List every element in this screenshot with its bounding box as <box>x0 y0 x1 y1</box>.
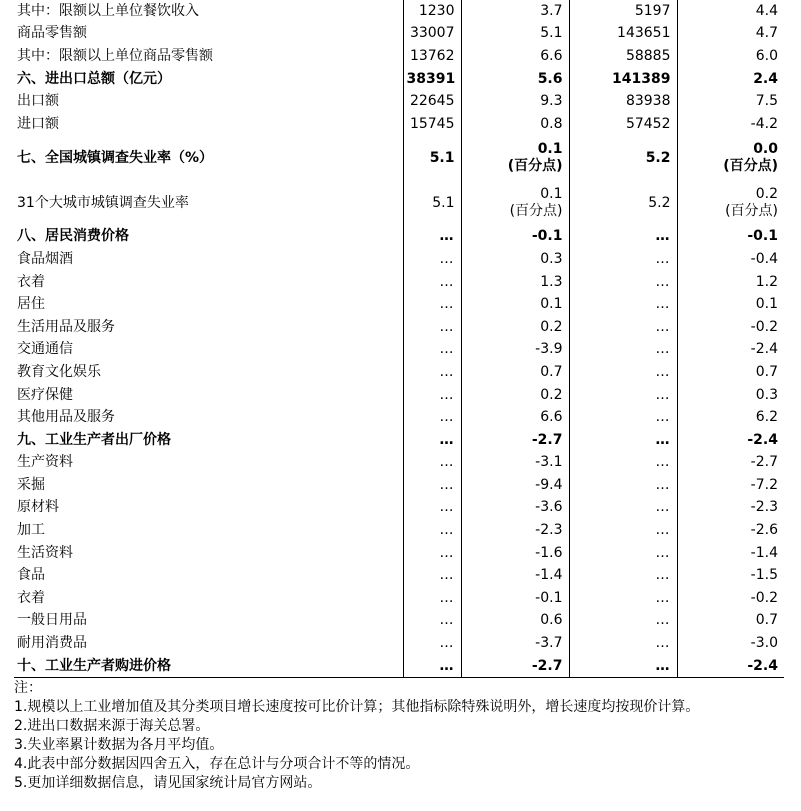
cell-v4 <box>677 248 784 271</box>
cell-value: … <box>439 476 455 493</box>
cell-value: 1.2 <box>755 273 778 290</box>
cell-v2 <box>461 0 569 23</box>
cell-v1 <box>403 90 461 113</box>
table-row <box>14 316 784 339</box>
row-label: 其他用品及服务 <box>14 406 403 429</box>
cell-value: 6.6 <box>540 409 563 426</box>
cell-value: 143651 <box>617 25 671 42</box>
row-label: 居住 <box>14 293 403 316</box>
cell-value: 5.6 <box>537 70 563 87</box>
cell-value: … <box>655 431 671 448</box>
cell-value: … <box>439 409 455 426</box>
cell-v3 <box>569 271 677 294</box>
row-label: 九、工业生产者出厂价格 <box>14 429 403 452</box>
cell-value: … <box>655 363 671 380</box>
cell-value: -2.7 <box>531 657 563 674</box>
row-label: 医疗保健 <box>14 384 403 407</box>
cell-value: … <box>655 318 671 335</box>
cell-v3 <box>569 248 677 271</box>
cell-v4 <box>677 113 784 136</box>
cell-v4 <box>677 0 784 23</box>
cell-value: 0.1 <box>537 141 563 158</box>
table-row <box>14 136 784 181</box>
cell-v1 <box>403 384 461 407</box>
cell-v3 <box>569 474 677 497</box>
cell-v3 <box>569 564 677 587</box>
table-row <box>14 406 784 429</box>
cell-v3 <box>569 542 677 565</box>
table-row <box>14 248 784 271</box>
cell-v3 <box>569 452 677 475</box>
cell-value: 0.2 <box>755 186 778 203</box>
cell-value: … <box>439 589 455 606</box>
cell-value: 5.2 <box>648 194 671 211</box>
cell-v1 <box>403 519 461 542</box>
cell-value: -0.4 <box>750 250 778 267</box>
cell-v4 <box>677 406 784 429</box>
cell-value: … <box>439 499 455 516</box>
table-row <box>14 361 784 384</box>
note-item: 1.规模以上工业增加值及其分类项目增长速度按可比价计算；其他指标除特殊说明外，增长速度均按现价计算。 <box>14 699 700 715</box>
cell-v4 <box>677 497 784 520</box>
row-label: 六、进出口总额（亿元） <box>14 68 403 91</box>
row-label: 衣着 <box>14 271 403 294</box>
cell-value: 33007 <box>409 25 455 42</box>
cell-v2 <box>461 406 569 429</box>
cell-v2 <box>461 587 569 610</box>
cell-value: … <box>655 476 671 493</box>
cell-unit-note: (百分点) <box>723 158 778 175</box>
cell-value: -4.2 <box>750 115 778 132</box>
row-label: 其中：限额以上单位商品零售额 <box>14 45 403 68</box>
table-row <box>14 587 784 610</box>
cell-v3 <box>569 519 677 542</box>
cell-value: … <box>439 544 455 561</box>
cell-value: 0.1 <box>540 186 563 203</box>
cell-v4 <box>677 136 784 181</box>
cell-value: 15745 <box>409 115 455 132</box>
cell-value: 5.1 <box>432 194 455 211</box>
cell-v1 <box>403 474 461 497</box>
cell-v4 <box>677 452 784 475</box>
cell-unit-note: (百分点) <box>507 158 563 175</box>
cell-value: -2.4 <box>747 431 778 448</box>
cell-value: 4.7 <box>755 25 778 42</box>
cell-v2 <box>461 248 569 271</box>
cell-value: … <box>439 454 455 471</box>
table-row <box>14 90 784 113</box>
cell-value: … <box>655 544 671 561</box>
cell-value: … <box>439 341 455 358</box>
cell-v3 <box>569 497 677 520</box>
cell-value: … <box>439 318 455 335</box>
table-row <box>14 497 784 520</box>
cell-v1 <box>403 113 461 136</box>
cell-unit-note: (百分点) <box>725 203 778 220</box>
cell-v3 <box>569 632 677 655</box>
cell-v2 <box>461 68 569 91</box>
cell-v4 <box>677 68 784 91</box>
cell-value: … <box>655 657 671 674</box>
cell-value: … <box>655 250 671 267</box>
table-row <box>14 339 784 362</box>
cell-v1 <box>403 406 461 429</box>
cell-v2 <box>461 316 569 339</box>
cell-value: … <box>439 635 455 652</box>
row-label: 耐用消费品 <box>14 632 403 655</box>
cell-value: 0.7 <box>540 363 563 380</box>
cell-value: 5197 <box>634 2 671 19</box>
cell-value: … <box>439 567 455 584</box>
cell-value: … <box>655 635 671 652</box>
note-item: 2.进出口数据来源于海关总署。 <box>14 718 210 734</box>
cell-value: 1230 <box>418 2 455 19</box>
cell-value: -1.5 <box>750 567 778 584</box>
cell-value: … <box>655 612 671 629</box>
cell-value: -0.2 <box>750 318 778 335</box>
cell-value: 0.8 <box>540 115 563 132</box>
cell-value: 0.0 <box>753 141 778 158</box>
note-item: 3.失业率累计数据为各月平均值。 <box>14 737 224 753</box>
cell-v4 <box>677 271 784 294</box>
cell-value: 0.7 <box>755 363 778 380</box>
cell-value: 6.6 <box>540 47 563 64</box>
cell-v2 <box>461 542 569 565</box>
cell-value: … <box>439 296 455 313</box>
cell-value: -1.4 <box>535 567 563 584</box>
cell-v1 <box>403 23 461 46</box>
cell-value: … <box>655 522 671 539</box>
cell-v2 <box>461 226 569 249</box>
cell-v4 <box>677 474 784 497</box>
cell-v3 <box>569 68 677 91</box>
cell-v2 <box>461 181 569 226</box>
cell-v2 <box>461 632 569 655</box>
cell-v2 <box>461 271 569 294</box>
cell-v1 <box>403 452 461 475</box>
cell-v4 <box>677 361 784 384</box>
cell-value: -0.2 <box>750 589 778 606</box>
cell-value: -2.3 <box>750 499 778 516</box>
notes-heading: 注： <box>14 680 42 696</box>
cell-v3 <box>569 293 677 316</box>
cell-v2 <box>461 519 569 542</box>
cell-value: … <box>439 228 455 245</box>
cell-v2 <box>461 564 569 587</box>
cell-value: -2.4 <box>747 657 778 674</box>
cell-value: … <box>439 431 455 448</box>
row-label: 八、居民消费价格 <box>14 226 403 249</box>
row-label: 其中：限额以上单位餐饮收入 <box>14 0 403 23</box>
cell-v4 <box>677 655 784 678</box>
cell-v2 <box>461 293 569 316</box>
cell-v3 <box>569 0 677 23</box>
cell-v3 <box>569 45 677 68</box>
cell-v1 <box>403 136 461 181</box>
table-row <box>14 271 784 294</box>
cell-value: 0.3 <box>755 386 778 403</box>
cell-v1 <box>403 655 461 678</box>
table-row <box>14 113 784 136</box>
table-row <box>14 384 784 407</box>
cell-unit-note: (百分点) <box>509 203 563 220</box>
cell-v3 <box>569 361 677 384</box>
cell-value: … <box>439 612 455 629</box>
cell-v2 <box>461 23 569 46</box>
cell-v3 <box>569 384 677 407</box>
cell-value: 83938 <box>625 93 671 110</box>
cell-v3 <box>569 23 677 46</box>
cell-v1 <box>403 293 461 316</box>
cell-value: 0.6 <box>540 612 563 629</box>
cell-value: -3.0 <box>750 635 778 652</box>
cell-value: … <box>439 522 455 539</box>
cell-v2 <box>461 384 569 407</box>
row-label: 采掘 <box>14 474 403 497</box>
cell-value: -0.1 <box>535 589 563 606</box>
table-row <box>14 452 784 475</box>
cell-value: … <box>439 273 455 290</box>
cell-v2 <box>461 90 569 113</box>
cell-v4 <box>677 384 784 407</box>
cell-v1 <box>403 429 461 452</box>
table-row <box>14 519 784 542</box>
row-label: 生活资料 <box>14 542 403 565</box>
statistics-table <box>14 0 784 678</box>
cell-value: … <box>655 409 671 426</box>
table-row <box>14 226 784 249</box>
cell-value: -2.3 <box>535 522 563 539</box>
cell-value: … <box>439 363 455 380</box>
cell-v1 <box>403 339 461 362</box>
cell-v1 <box>403 610 461 633</box>
cell-v3 <box>569 655 677 678</box>
cell-v3 <box>569 429 677 452</box>
cell-v4 <box>677 293 784 316</box>
cell-value: 9.3 <box>540 93 563 110</box>
cell-v1 <box>403 271 461 294</box>
cell-v1 <box>403 0 461 23</box>
cell-v1 <box>403 361 461 384</box>
table-row <box>14 542 784 565</box>
cell-value: … <box>655 341 671 358</box>
cell-value: -3.7 <box>535 635 563 652</box>
cell-v3 <box>569 406 677 429</box>
cell-v4 <box>677 226 784 249</box>
cell-value: 4.4 <box>755 2 778 19</box>
cell-v1 <box>403 587 461 610</box>
cell-value: -3.6 <box>535 499 563 516</box>
row-label: 进口额 <box>14 113 403 136</box>
cell-value: 58885 <box>625 47 671 64</box>
cell-value: -2.7 <box>531 431 563 448</box>
cell-value: 0.3 <box>540 250 563 267</box>
cell-value: … <box>655 589 671 606</box>
cell-value: 7.5 <box>755 93 778 110</box>
table-row <box>14 23 784 46</box>
cell-v3 <box>569 113 677 136</box>
row-label: 交通通信 <box>14 339 403 362</box>
row-label: 生活用品及服务 <box>14 316 403 339</box>
cell-value: 5.1 <box>429 149 455 166</box>
cell-value: 1.3 <box>540 273 563 290</box>
cell-value: -0.1 <box>531 228 563 245</box>
cell-value: 0.1 <box>755 296 778 313</box>
row-label: 食品烟酒 <box>14 248 403 271</box>
cell-v1 <box>403 497 461 520</box>
cell-value: 13762 <box>409 47 455 64</box>
cell-value: … <box>655 296 671 313</box>
cell-value: -9.4 <box>535 476 563 493</box>
cell-value: -3.1 <box>535 454 563 471</box>
cell-v4 <box>677 632 784 655</box>
row-label: 教育文化娱乐 <box>14 361 403 384</box>
table-row <box>14 564 784 587</box>
cell-v2 <box>461 113 569 136</box>
cell-value: 3.7 <box>540 2 563 19</box>
cell-v1 <box>403 45 461 68</box>
cell-v2 <box>461 136 569 181</box>
table-row <box>14 181 784 226</box>
row-label: 加工 <box>14 519 403 542</box>
notes-section <box>14 679 784 793</box>
cell-v3 <box>569 136 677 181</box>
cell-v4 <box>677 23 784 46</box>
cell-value: -1.6 <box>535 544 563 561</box>
statistics-table-container <box>14 0 784 678</box>
cell-value: 0.1 <box>540 296 563 313</box>
statistics-table-body <box>14 0 784 678</box>
cell-value: 2.4 <box>753 70 778 87</box>
cell-v3 <box>569 90 677 113</box>
row-label: 一般日用品 <box>14 610 403 633</box>
table-row <box>14 45 784 68</box>
cell-v4 <box>677 429 784 452</box>
cell-v3 <box>569 226 677 249</box>
cell-value: 141389 <box>612 70 671 87</box>
cell-value: 57452 <box>625 115 671 132</box>
cell-value: 22645 <box>409 93 455 110</box>
cell-value: 0.7 <box>755 612 778 629</box>
row-label: 衣着 <box>14 587 403 610</box>
cell-v2 <box>461 452 569 475</box>
row-label: 商品零售额 <box>14 23 403 46</box>
table-row <box>14 0 784 23</box>
cell-value: … <box>439 657 455 674</box>
cell-value: -7.2 <box>750 476 778 493</box>
cell-v2 <box>461 45 569 68</box>
cell-value: 38391 <box>406 70 456 87</box>
cell-value: 5.2 <box>645 149 671 166</box>
cell-v4 <box>677 316 784 339</box>
table-row <box>14 293 784 316</box>
cell-v1 <box>403 316 461 339</box>
cell-value: 5.1 <box>540 25 563 42</box>
table-row <box>14 655 784 678</box>
row-label: 生产资料 <box>14 452 403 475</box>
cell-value: 6.2 <box>755 409 778 426</box>
cell-value: … <box>655 567 671 584</box>
cell-v1 <box>403 632 461 655</box>
cell-value: 0.2 <box>540 318 563 335</box>
cell-value: … <box>655 499 671 516</box>
cell-v3 <box>569 181 677 226</box>
cell-v2 <box>461 655 569 678</box>
cell-v1 <box>403 248 461 271</box>
row-label: 食品 <box>14 564 403 587</box>
cell-v4 <box>677 181 784 226</box>
cell-value: -2.4 <box>750 341 778 358</box>
cell-v1 <box>403 542 461 565</box>
cell-v2 <box>461 361 569 384</box>
cell-v4 <box>677 90 784 113</box>
cell-value: -2.7 <box>750 454 778 471</box>
cell-v2 <box>461 339 569 362</box>
note-item: 5.更加详细数据信息，请见国家统计局官方网站。 <box>14 775 322 791</box>
cell-v4 <box>677 564 784 587</box>
cell-v4 <box>677 542 784 565</box>
cell-v1 <box>403 181 461 226</box>
cell-v3 <box>569 339 677 362</box>
cell-value: -1.4 <box>750 544 778 561</box>
cell-v4 <box>677 519 784 542</box>
cell-v1 <box>403 68 461 91</box>
cell-v4 <box>677 339 784 362</box>
cell-v2 <box>461 474 569 497</box>
cell-value: … <box>655 273 671 290</box>
cell-value: -0.1 <box>747 228 778 245</box>
table-row <box>14 429 784 452</box>
cell-v3 <box>569 587 677 610</box>
note-item: 4.此表中部分数据因四舍五入，存在总计与分项合计不等的情况。 <box>14 756 420 772</box>
cell-v2 <box>461 429 569 452</box>
cell-value: … <box>439 250 455 267</box>
cell-v2 <box>461 497 569 520</box>
cell-v1 <box>403 564 461 587</box>
table-row <box>14 610 784 633</box>
cell-v3 <box>569 316 677 339</box>
cell-v4 <box>677 587 784 610</box>
row-label: 七、全国城镇调查失业率（%） <box>14 136 403 181</box>
cell-v2 <box>461 610 569 633</box>
row-label: 31个大城市城镇调查失业率 <box>14 181 403 226</box>
cell-value: 6.0 <box>755 47 778 64</box>
cell-value: 0.2 <box>540 386 563 403</box>
cell-value: … <box>655 454 671 471</box>
cell-value: -3.9 <box>535 341 563 358</box>
cell-v1 <box>403 226 461 249</box>
cell-value: … <box>655 228 671 245</box>
row-label: 十、工业生产者购进价格 <box>14 655 403 678</box>
row-label: 原材料 <box>14 497 403 520</box>
row-label: 出口额 <box>14 90 403 113</box>
cell-v4 <box>677 45 784 68</box>
cell-value: … <box>439 386 455 403</box>
cell-value: … <box>655 386 671 403</box>
table-row <box>14 474 784 497</box>
cell-value: -2.6 <box>750 522 778 539</box>
table-row <box>14 632 784 655</box>
cell-v3 <box>569 610 677 633</box>
cell-v4 <box>677 610 784 633</box>
table-row <box>14 68 784 91</box>
